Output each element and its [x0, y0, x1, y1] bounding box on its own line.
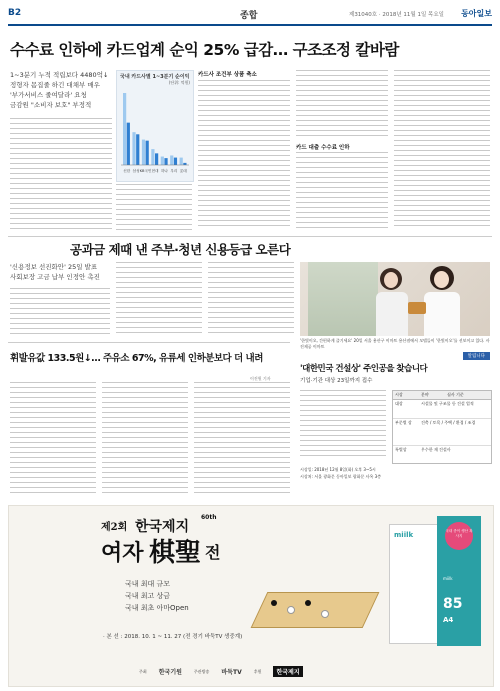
bar-2017-신한	[123, 93, 126, 165]
bar-2017-현대	[151, 149, 154, 165]
th-criteria: 심사 기준	[447, 392, 464, 397]
photo-credit: 사진제공 이마트	[300, 338, 490, 349]
article2-subhead-2: 사회보장 고금 납부 인정안 촉진	[10, 273, 100, 281]
product-pack	[437, 516, 481, 646]
sponsor-2: 바둑TV	[221, 669, 242, 676]
ad-edition: 제2회	[101, 522, 128, 533]
article2-body-col1	[10, 288, 110, 334]
cell: 건축 / 토목 / 주택 / 환경 / 조경	[421, 420, 476, 425]
cell: 시설물 및 구조물 등 건설 업적	[421, 401, 474, 406]
bar-2018-롯데	[183, 163, 186, 165]
go-stone-icon	[287, 606, 295, 614]
product-brand: miilk	[443, 576, 453, 581]
divider	[8, 236, 492, 237]
article3-body-col2	[102, 382, 188, 496]
subhead-list	[10, 70, 112, 110]
go-board-icon	[251, 592, 380, 628]
tick-label: 우리	[170, 169, 178, 173]
sponsor-row	[139, 666, 303, 677]
news-photo	[300, 262, 490, 336]
notice-body	[300, 390, 386, 460]
ad-bullet-2: 국내 최고 상금	[125, 592, 171, 600]
model-1-face	[384, 272, 398, 288]
ad-bullets	[125, 578, 189, 614]
headline-card-fees: 수수료 인하에 카드업계 순익 25% 급감… 구조조정 칼바람	[10, 41, 399, 59]
article1-body-col2	[116, 184, 192, 230]
article2-subhead-1: '신용정보 선진화안' 25일 발표	[10, 263, 98, 271]
table-row	[393, 446, 491, 462]
article1-body-col3	[198, 80, 290, 230]
photo-shelf	[308, 262, 378, 336]
ad-schedule: · 본 선 : 2018. 10. 1 ~ 11. 27 (전 경기 바둑TV 생중계)	[103, 634, 243, 640]
chart-unit: (단위: 억원)	[168, 80, 190, 85]
bar-2017-하나	[161, 157, 164, 165]
bar-2017-KB국민	[142, 140, 145, 165]
bar-2018-KB국민	[146, 141, 149, 165]
contact-2: 시상처: 서울 광화문 동아일보 광화문 사옥 3층	[300, 474, 382, 479]
sponsor-label-2: 주관방송	[193, 668, 210, 674]
product-name: miilk	[394, 531, 414, 539]
chart-svg	[119, 87, 191, 177]
col-head-2: 카드 대출 수수료 인하	[296, 145, 350, 151]
article2-body-col2	[116, 262, 202, 334]
bar-2017-롯데	[180, 158, 183, 165]
chart-title: 국내 카드사별 1~3분기 순이익	[120, 74, 190, 80]
tick-label: 하나	[160, 169, 168, 173]
cell: 특별상	[395, 447, 407, 452]
th-field: 분야	[421, 392, 429, 397]
cell: 부문별 상	[395, 420, 412, 425]
divider-2	[8, 342, 290, 343]
page-header	[8, 6, 492, 26]
contact-1: 시상일: 2018년 12월 8일(화) 오후 3~5시	[300, 467, 376, 472]
bar-2018-삼성	[136, 134, 139, 165]
sponsor-label-1: 주최	[139, 668, 147, 674]
cell: 우수한 재 건설사	[421, 447, 451, 452]
profit-chart	[116, 70, 194, 182]
tick-label: KB국민	[139, 169, 152, 173]
article1-body-col4b	[296, 152, 388, 230]
notice-box	[300, 352, 490, 498]
headline-gas-price: 휘발유값 133.5원↓… 주유소 67%, 유류세 인하분보다 더 내려	[10, 353, 263, 364]
tick-label: 롯데	[179, 169, 187, 173]
product-size: A4	[443, 616, 454, 624]
model-1-body	[376, 292, 408, 336]
col-head-1: 카드사 조건부 상품 축소	[198, 72, 257, 78]
notice-contacts	[300, 466, 381, 480]
ad-brand-sup: 60th	[201, 514, 217, 521]
article3-body-col3	[194, 382, 290, 496]
ad-brand-title: 한국제지	[135, 519, 190, 535]
table-row	[393, 400, 491, 419]
subhead-1: 1~3분기 누적 적립보다 4480억↓	[10, 71, 109, 79]
table-row	[393, 419, 491, 446]
ad-title-b: 棋聖	[149, 538, 202, 568]
award-table	[392, 390, 492, 464]
newspaper-logo: 동아일보	[461, 9, 492, 18]
cell: 대상	[395, 401, 403, 406]
article2-subheads	[10, 262, 110, 282]
article1-body-col1	[10, 118, 112, 230]
tick-label: 신한	[123, 169, 131, 173]
ad-title-c: 전	[205, 543, 221, 562]
subhead-4: 금감원 "소비자 보호" 부정적	[10, 101, 92, 109]
notice-subhead: 기업·기관 대상 23일까지 접수	[300, 378, 373, 384]
award-table-header	[393, 391, 491, 400]
notice-headline: '대한민국 건설상' 주인공을 찾습니다	[300, 364, 428, 374]
product-box	[389, 524, 443, 644]
section-title: 종합	[240, 11, 258, 21]
photo-caption	[300, 338, 490, 350]
bar-2018-우리	[174, 158, 177, 165]
go-stone-icon	[271, 600, 277, 606]
subhead-3: '부가서비스 줄여달라' 요청	[10, 91, 87, 99]
article2-body-col3	[208, 262, 294, 334]
go-stone-icon	[321, 610, 329, 618]
page-number: B2	[8, 8, 22, 18]
ad-title-a: 여자	[101, 540, 144, 566]
article1-body-col5	[394, 70, 490, 230]
tick-label: 삼성	[132, 169, 140, 173]
advertisement	[8, 505, 494, 687]
model-2-face	[434, 271, 449, 288]
issue-meta: 제31040호 · 2018년 11월 1일 목요일	[349, 12, 444, 18]
th-award: 시상	[395, 392, 403, 397]
product-badge: 국내 종이 생산 복사지	[445, 522, 473, 550]
bar-2017-삼성	[132, 132, 135, 165]
article3-credit: 이진원 기자	[250, 376, 271, 381]
photo-caption-text: '한빛이오, 간편하게 즐기세요' 20일 서울 용산구 이마트 용산점에서 모델들이 '한빛이오'를 선보이고 있다.	[300, 338, 485, 343]
model-2-body	[424, 292, 460, 336]
sponsor-3: 한국제지	[273, 666, 302, 677]
sponsor-label-3: 후원	[253, 668, 262, 674]
sponsor-1: 한국기원	[158, 669, 182, 676]
go-stone-icon	[305, 600, 311, 606]
bar-2017-우리	[170, 155, 173, 165]
subhead-2: 정형자 몸집줄 하긴 대채부 매우	[10, 81, 100, 89]
product-box	[408, 302, 426, 314]
product-gsm: 85	[443, 596, 463, 612]
ad-bullet-3: 국내 최초 아마Open	[125, 604, 189, 612]
article1-body-col4a	[296, 70, 388, 140]
bar-2018-현대	[155, 153, 158, 165]
bar-2018-하나	[164, 158, 167, 165]
bar-2018-신한	[127, 123, 130, 165]
tick-label: 현대	[151, 169, 159, 173]
article3-body-col1	[10, 382, 96, 496]
ad-bullet-1: 국내 최대 규모	[125, 580, 171, 588]
headline-credit-score: 공과금 제때 낸 주부·청년 신용등급 오른다	[70, 242, 291, 257]
notice-tag: 알립니다	[463, 352, 490, 360]
